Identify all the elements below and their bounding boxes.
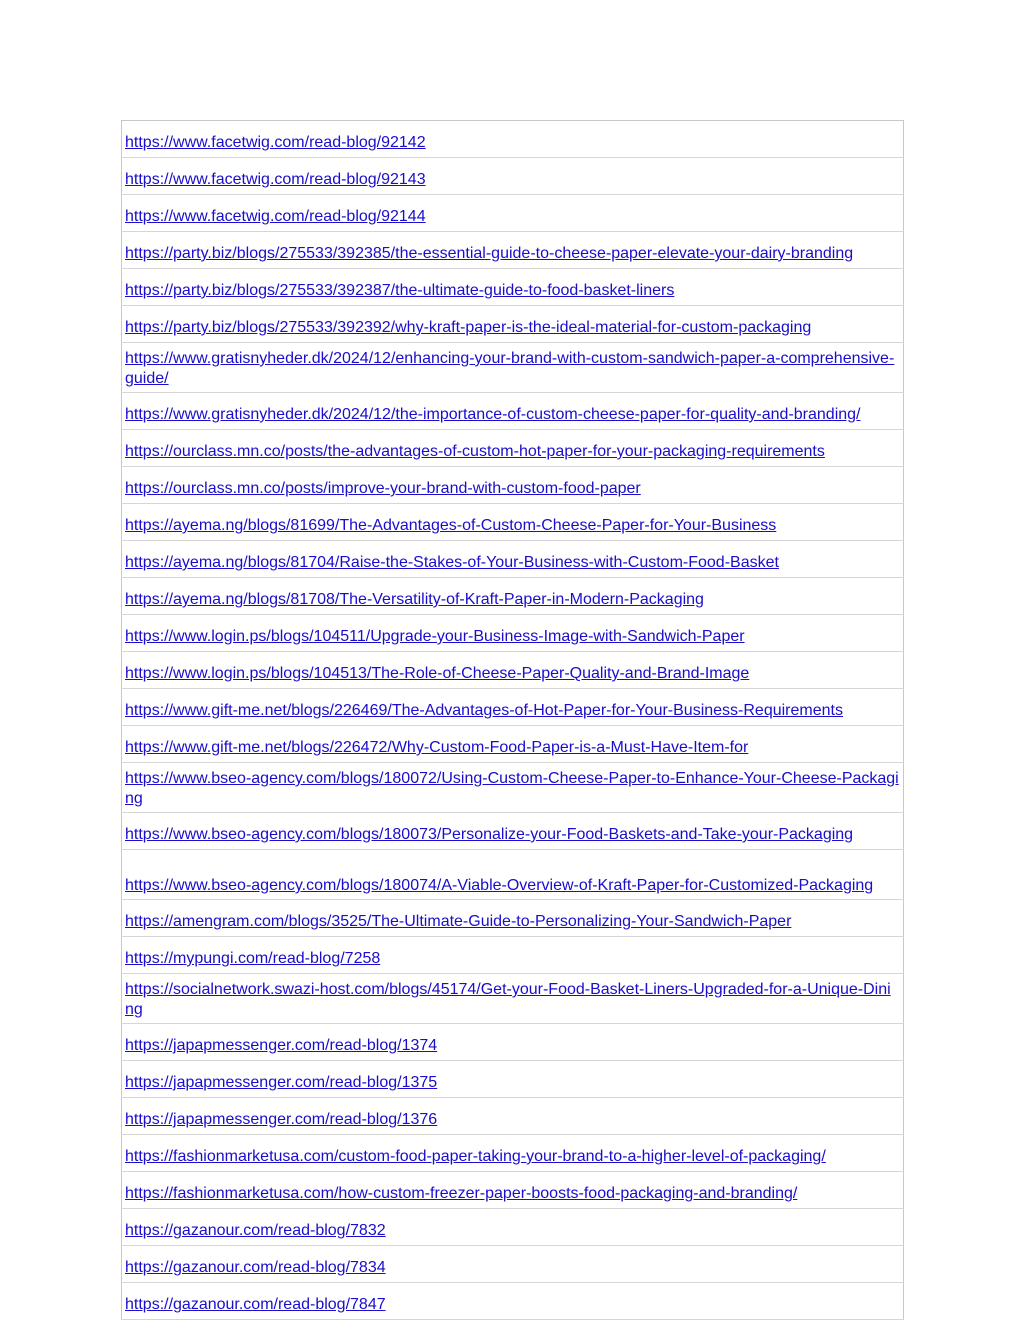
table-row bbox=[122, 430, 904, 467]
table-row bbox=[122, 158, 904, 195]
link[interactable]: https://ayema.ng/blogs/81704/Raise-the-Stakes-of-Your-Business-with-Custom-Food-Basket bbox=[125, 554, 779, 571]
link[interactable]: https://ourclass.mn.co/posts/improve-your-brand-with-custom-food-paper bbox=[125, 480, 641, 497]
table-row bbox=[122, 900, 904, 937]
table-cell bbox=[122, 1098, 904, 1135]
link[interactable]: https://japapmessenger.com/read-blog/1376 bbox=[125, 1111, 438, 1128]
link[interactable]: https://party.biz/blogs/275533/392387/the-ultimate-guide-to-food-basket-liners bbox=[125, 282, 675, 299]
table-cell bbox=[122, 195, 904, 232]
table-row bbox=[122, 1098, 904, 1135]
link[interactable]: https://japapmessenger.com/read-blog/1374 bbox=[125, 1037, 438, 1054]
table-row bbox=[122, 615, 904, 652]
table-cell bbox=[122, 1135, 904, 1172]
table-cell bbox=[122, 158, 904, 195]
link[interactable]: https://www.facetwig.com/read-blog/92144 bbox=[125, 208, 426, 225]
link[interactable]: https://ayema.ng/blogs/81708/The-Versatility-of-Kraft-Paper-in-Modern-Packaging bbox=[125, 591, 704, 608]
link[interactable]: https://www.facetwig.com/read-blog/92143 bbox=[125, 171, 426, 188]
link[interactable]: https://fashionmarketusa.com/custom-food-paper-taking-your-brand-to-a-higher-level-of-packaging/ bbox=[125, 1148, 826, 1165]
table-row bbox=[122, 1246, 904, 1283]
table-row bbox=[122, 393, 904, 430]
table-row bbox=[122, 1172, 904, 1209]
table-row bbox=[122, 1024, 904, 1061]
link-table bbox=[121, 120, 904, 1320]
table-cell bbox=[122, 343, 904, 393]
link[interactable]: https://www.bseo-agency.com/blogs/180073/Personalize-your-Food-Baskets-and-Take-your-Packaging bbox=[125, 826, 854, 843]
table-cell bbox=[122, 232, 904, 269]
table-cell bbox=[122, 467, 904, 504]
table-cell bbox=[122, 763, 904, 813]
table-row bbox=[122, 763, 904, 813]
table-cell bbox=[122, 1024, 904, 1061]
table-row bbox=[122, 652, 904, 689]
table-cell bbox=[122, 306, 904, 343]
link[interactable]: https://gazanour.com/read-blog/7847 bbox=[125, 1296, 386, 1313]
link[interactable]: https://socialnetwork.swazi-host.com/blogs/45174/Get-your-Food-Basket-Liners-Upgraded-for-a-Unique-Dining bbox=[125, 981, 891, 1018]
table-row bbox=[122, 121, 904, 158]
link[interactable]: https://ourclass.mn.co/posts/the-advantages-of-custom-hot-paper-for-your-packaging-requirements bbox=[125, 443, 825, 460]
link[interactable]: https://japapmessenger.com/read-blog/1375 bbox=[125, 1074, 438, 1091]
table-row bbox=[122, 689, 904, 726]
table-cell bbox=[122, 850, 904, 900]
table-cell bbox=[122, 615, 904, 652]
link[interactable]: https://ayema.ng/blogs/81699/The-Advantages-of-Custom-Cheese-Paper-for-Your-Business bbox=[125, 517, 777, 534]
table-cell bbox=[122, 1061, 904, 1098]
table-row bbox=[122, 195, 904, 232]
table-cell bbox=[122, 504, 904, 541]
table-row bbox=[122, 974, 904, 1024]
table-row bbox=[122, 1209, 904, 1246]
table-cell bbox=[122, 121, 904, 158]
table-cell bbox=[122, 430, 904, 467]
table-cell bbox=[122, 1209, 904, 1246]
link[interactable]: https://www.bseo-agency.com/blogs/180074/A-Viable-Overview-of-Kraft-Paper-for-Customized-Packaging bbox=[125, 877, 874, 894]
table-cell bbox=[122, 726, 904, 763]
table-cell bbox=[122, 937, 904, 974]
link[interactable]: https://gazanour.com/read-blog/7832 bbox=[125, 1222, 386, 1239]
table-cell bbox=[122, 578, 904, 615]
table-row bbox=[122, 937, 904, 974]
table-cell bbox=[122, 900, 904, 937]
table-row bbox=[122, 1061, 904, 1098]
table-row bbox=[122, 232, 904, 269]
table-row bbox=[122, 813, 904, 850]
table-row bbox=[122, 306, 904, 343]
table-cell bbox=[122, 813, 904, 850]
link[interactable]: https://www.gratisnyheder.dk/2024/12/the-importance-of-custom-cheese-paper-for-quality-and-branding/ bbox=[125, 406, 861, 423]
table-cell bbox=[122, 1172, 904, 1209]
table-row bbox=[122, 269, 904, 306]
table-row bbox=[122, 1135, 904, 1172]
link[interactable]: https://www.gift-me.net/blogs/226469/The-Advantages-of-Hot-Paper-for-Your-Business-Requirements bbox=[125, 702, 843, 719]
table-cell bbox=[122, 974, 904, 1024]
table-cell bbox=[122, 1283, 904, 1320]
table-cell bbox=[122, 269, 904, 306]
table-cell bbox=[122, 689, 904, 726]
table-row bbox=[122, 726, 904, 763]
link[interactable]: https://gazanour.com/read-blog/7834 bbox=[125, 1259, 386, 1276]
link[interactable]: https://www.facetwig.com/read-blog/92142 bbox=[125, 134, 426, 151]
link[interactable]: https://party.biz/blogs/275533/392385/the-essential-guide-to-cheese-paper-elevate-your-dairy-branding bbox=[125, 245, 854, 262]
link[interactable]: https://fashionmarketusa.com/how-custom-freezer-paper-boosts-food-packaging-and-branding/ bbox=[125, 1185, 798, 1202]
table-row bbox=[122, 504, 904, 541]
table-cell bbox=[122, 541, 904, 578]
link[interactable]: https://www.gratisnyheder.dk/2024/12/enhancing-your-brand-with-custom-sandwich-paper-a-comprehensive-guide/ bbox=[125, 350, 895, 387]
table-row bbox=[122, 1283, 904, 1320]
table-cell bbox=[122, 1246, 904, 1283]
table-row bbox=[122, 541, 904, 578]
table-cell bbox=[122, 393, 904, 430]
link[interactable]: https://amengram.com/blogs/3525/The-Ultimate-Guide-to-Personalizing-Your-Sandwich-Paper bbox=[125, 913, 792, 930]
table-row bbox=[122, 343, 904, 393]
link[interactable]: https://www.login.ps/blogs/104511/Upgrade-your-Business-Image-with-Sandwich-Paper bbox=[125, 628, 745, 645]
table-row bbox=[122, 467, 904, 504]
table-row bbox=[122, 578, 904, 615]
table-cell bbox=[122, 652, 904, 689]
link[interactable]: https://party.biz/blogs/275533/392392/why-kraft-paper-is-the-ideal-material-for-custom-packaging bbox=[125, 319, 812, 336]
link[interactable]: https://mypungi.com/read-blog/7258 bbox=[125, 950, 381, 967]
link[interactable]: https://www.login.ps/blogs/104513/The-Role-of-Cheese-Paper-Quality-and-Brand-Image bbox=[125, 665, 750, 682]
table-row bbox=[122, 850, 904, 900]
link[interactable]: https://www.gift-me.net/blogs/226472/Why-Custom-Food-Paper-is-a-Must-Have-Item-for bbox=[125, 739, 749, 756]
link[interactable]: https://www.bseo-agency.com/blogs/180072/Using-Custom-Cheese-Paper-to-Enhance-Your-Cheese-Packaging bbox=[125, 770, 899, 807]
